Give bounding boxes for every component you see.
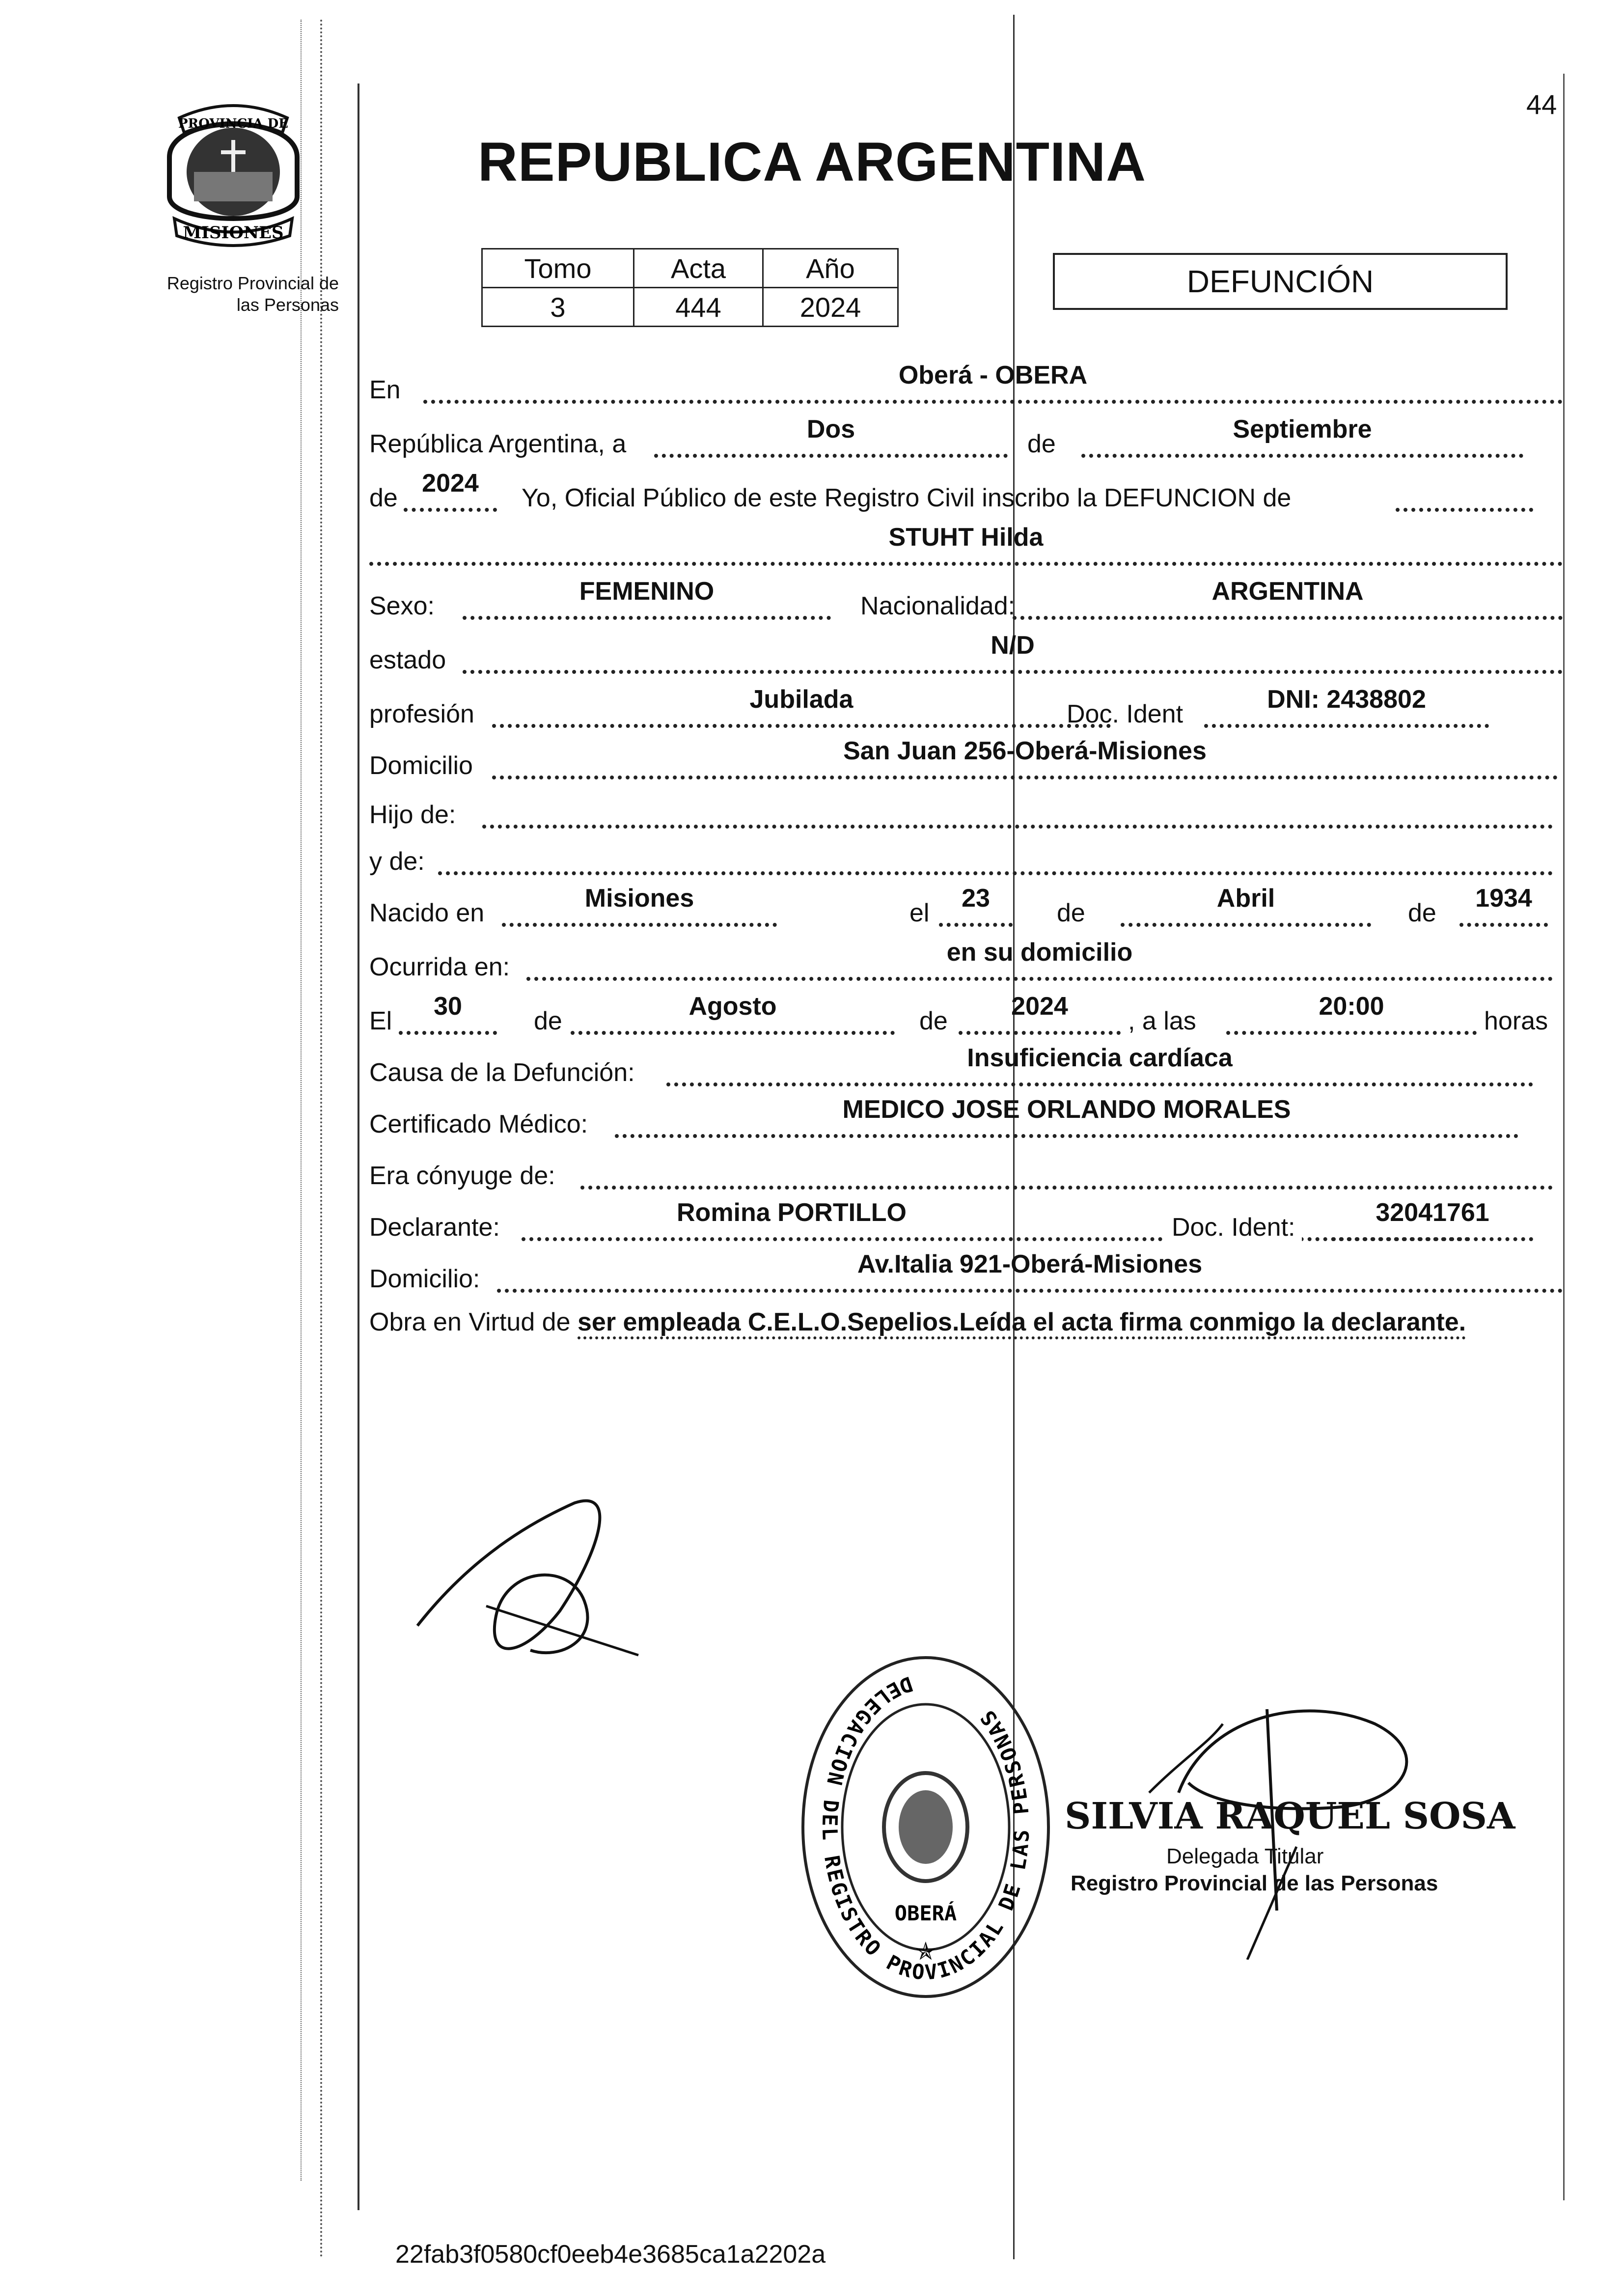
- nacido-value: Misiones: [584, 884, 694, 913]
- de-label: de: [1027, 430, 1056, 458]
- domicilio-field: [492, 737, 1558, 779]
- delegation-stamp: [798, 1645, 1053, 1999]
- name-value: STUHT Hilda: [888, 523, 1044, 552]
- book-reference-table: [481, 248, 899, 327]
- doc2-value: 32041761: [1376, 1198, 1489, 1227]
- tomo-value: 3: [482, 288, 634, 327]
- registry-line1: Registro Provincial de: [166, 273, 339, 293]
- yo-blank: [1396, 473, 1533, 512]
- ocurrida-field: [526, 938, 1553, 981]
- death-day-field: [399, 992, 497, 1035]
- estado-field: [463, 631, 1563, 674]
- de-birth-label: de: [1057, 899, 1085, 927]
- ocurrida-value: en su domicilio: [946, 938, 1133, 967]
- cert-value: MEDICO JOSE ORLANDO MORALES: [842, 1095, 1291, 1124]
- nacido-field: [502, 884, 777, 927]
- en-value: Oberá - OBERA: [898, 361, 1088, 389]
- nacido-label: Nacido en: [369, 899, 485, 927]
- causa-label: Causa de la Defunción:: [369, 1058, 635, 1087]
- declarante-label: Declarante:: [369, 1213, 500, 1242]
- nacionalidad-label: Nacionalidad:: [860, 592, 1016, 620]
- death-month-value: Agosto: [688, 992, 777, 1021]
- line-yde: [369, 840, 1563, 879]
- line-conyuge: [369, 1154, 1563, 1193]
- estado-value: N/D: [991, 631, 1035, 660]
- line-profesion: [369, 685, 1563, 732]
- doc2-label: Doc. Ident:: [1165, 1213, 1302, 1242]
- death-time-field: [1226, 992, 1477, 1035]
- doc-field: [1204, 685, 1489, 728]
- en-label: En: [369, 376, 401, 404]
- causa-field: [666, 1044, 1533, 1086]
- hijo-label: Hijo de:: [369, 801, 456, 829]
- doc-label: Doc. Ident: [1067, 700, 1184, 728]
- de-death-year-label: de: [919, 1007, 948, 1035]
- profesion-label: profesión: [369, 700, 474, 728]
- line-estado: [369, 631, 1563, 678]
- domicilio2-field: [497, 1250, 1563, 1293]
- obra-label: Obra en Virtud de: [369, 1308, 571, 1336]
- line-hijo: [369, 793, 1563, 832]
- acta-value: 444: [634, 288, 763, 327]
- doc2-field: [1332, 1198, 1533, 1241]
- sexo-value: FEMENINO: [579, 577, 715, 606]
- line-sexo: [369, 577, 1563, 624]
- birth-month-value: Abril: [1216, 884, 1275, 913]
- line-date: [369, 415, 1563, 462]
- domicilio-label: Domicilio: [369, 751, 473, 780]
- day-field: [654, 415, 1008, 458]
- death-day-value: 30: [434, 992, 462, 1021]
- document-hash: 22fab3f0580cf0eeb4e3685ca1a2202a: [395, 2240, 826, 2269]
- registry-label: [133, 273, 339, 316]
- domicilio2-label: Domicilio:: [369, 1265, 480, 1293]
- declarante-value: Romina PORTILLO: [677, 1198, 907, 1227]
- year-field: [404, 469, 497, 512]
- profesion-value: Jubilada: [749, 685, 853, 714]
- stamp-ring-text: DELEGACION DEL REGISTRO PROVINCIAL DE LAS PERSONAS: [817, 1671, 1034, 1985]
- ano-header: Año: [763, 249, 898, 288]
- line-ocurrida: [369, 938, 1563, 985]
- birth-year-value: 1934: [1475, 884, 1532, 913]
- birth-day-field: [939, 884, 1013, 927]
- tomo-header: Tomo: [482, 249, 634, 288]
- table-row: [482, 249, 898, 288]
- right-frame-line: [1563, 74, 1565, 2200]
- death-year-field: [959, 992, 1121, 1035]
- domicilio2-value: Av.Italia 921-Oberá-Misiones: [857, 1250, 1203, 1278]
- seal-bottom-text: MISIONES: [183, 223, 284, 243]
- el2-label: El: [369, 1007, 392, 1035]
- hijo-field: [482, 790, 1553, 829]
- alas-label: , a las: [1128, 1007, 1196, 1035]
- horas-label: horas: [1484, 1007, 1548, 1035]
- stamp-center-text: OBERÁ: [894, 1901, 957, 1925]
- day-value: Dos: [806, 415, 855, 444]
- de-birth-year-label: de: [1408, 899, 1436, 927]
- republica-label: República Argentina, a: [369, 430, 627, 458]
- line-domicilio: [369, 737, 1563, 783]
- line-en: [369, 361, 1563, 408]
- doc-value: DNI: 2438802: [1267, 685, 1426, 714]
- left-dotted-edge: [320, 20, 322, 2259]
- death-year-value: 2024: [1011, 992, 1068, 1021]
- page-title: REPUBLICA ARGENTINA: [478, 131, 1146, 193]
- declarant-signature: [413, 1493, 648, 1670]
- page-number: 44: [1526, 89, 1557, 120]
- estado-label: estado: [369, 646, 446, 674]
- nacionalidad-value: ARGENTINA: [1211, 577, 1364, 606]
- death-time-value: 20:00: [1319, 992, 1384, 1021]
- el-label: el: [909, 899, 930, 927]
- month-value: Septiembre: [1233, 415, 1372, 444]
- line-nacido: [369, 884, 1563, 931]
- line-domicilio2: [369, 1250, 1563, 1297]
- nacionalidad-field: [1013, 577, 1563, 620]
- sexo-field: [463, 577, 831, 620]
- sexo-label: Sexo:: [369, 592, 435, 620]
- seal-top-text: PROVINCIA DE: [178, 116, 288, 131]
- yde-label: y de:: [369, 847, 425, 876]
- en-field: [423, 361, 1563, 404]
- month-field: [1081, 415, 1523, 458]
- de-death-label: de: [534, 1007, 562, 1035]
- obra-paragraph: [369, 1304, 1563, 1340]
- yo-text: Yo, Oficial Público de este Registro Civil inscribo la DEFUNCION de: [522, 484, 1292, 512]
- line-name: [369, 523, 1563, 570]
- official-role: Delegada Titular: [1166, 1844, 1324, 1868]
- left-dotted-edge-2: [301, 20, 302, 2181]
- line-death-date: [369, 992, 1563, 1039]
- domicilio-value: San Juan 256-Oberá-Misiones: [843, 737, 1207, 765]
- birth-year-field: [1459, 884, 1548, 927]
- declarante-field: [522, 1198, 1469, 1241]
- yde-field: [438, 837, 1553, 875]
- official-org: Registro Provincial de las Personas: [1071, 1871, 1438, 1895]
- line-certificado: [369, 1095, 1563, 1142]
- profesion-field: [492, 685, 1111, 728]
- conyuge-label: Era cónyuge de:: [369, 1162, 555, 1190]
- year-value: 2024: [422, 469, 479, 498]
- ano-value: 2024: [763, 288, 898, 327]
- table-row: [482, 288, 898, 327]
- stamp-star-icon: ✯: [915, 1938, 936, 1965]
- causa-value: Insuficiencia cardíaca: [967, 1044, 1233, 1072]
- birth-day-value: 23: [962, 884, 990, 913]
- name-field: [369, 523, 1563, 566]
- acta-header: Acta: [634, 249, 763, 288]
- official-name: SILVIA RAQUEL SOSA: [1065, 1795, 1515, 1837]
- de-year-label: de: [369, 484, 398, 512]
- line-causa: [369, 1044, 1563, 1090]
- document-type-box: DEFUNCIÓN: [1053, 253, 1508, 310]
- ocurrida-label: Ocurrida en:: [369, 953, 510, 981]
- death-month-field: [571, 992, 895, 1035]
- line-declarante: [369, 1198, 1563, 1245]
- birth-month-field: [1121, 884, 1371, 927]
- conyuge-field: [580, 1151, 1553, 1190]
- line-yo: [369, 469, 1563, 516]
- cert-label: Certificado Médico:: [369, 1110, 588, 1138]
- obra-value: ser empleada C.E.L.O.Sepelios.Leída el acta firma conmigo la declarante.: [578, 1308, 1466, 1339]
- cert-field: [615, 1095, 1518, 1138]
- left-frame-line: [358, 83, 359, 2210]
- registry-line2: las Personas: [236, 295, 339, 315]
